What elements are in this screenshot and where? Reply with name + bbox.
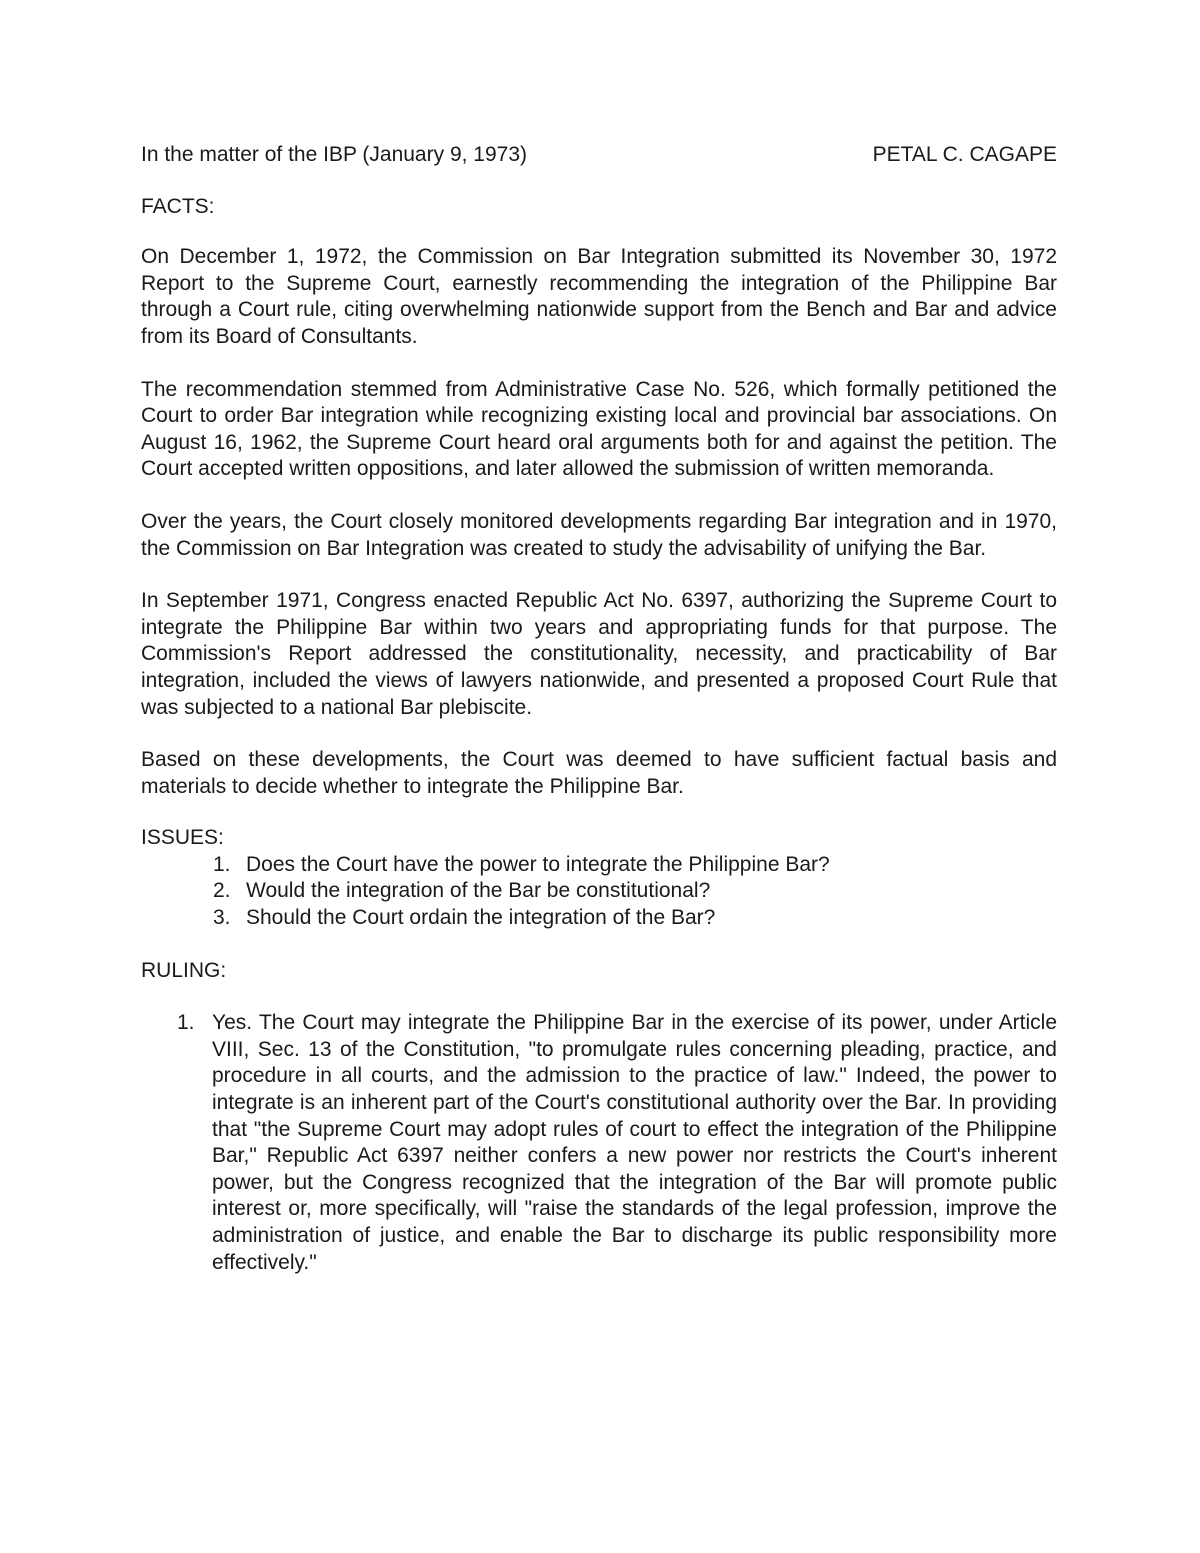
ruling-list [141,1010,1057,1276]
ruling-number: 1. [177,1011,195,1035]
issues-list [141,852,1057,932]
issue-text: Should the Court ordain the integration of the Bar? [246,906,716,930]
facts-paragraph-5: Based on these developments, the Court was deemed to have sufficient factual basis and materials to decide whether to integrate the Philippine Bar. [141,748,1057,798]
ruling-heading: RULING: [141,958,227,982]
ruling-item [141,1010,1057,1276]
facts-paragraph-1: On December 1, 1972, the Commission on Bar Integration submitted its November 30, 1972 Report to the Supreme Court, earnestly recommending the integration of the Philippine Bar through a Court rule, citing overwhelming nationwide support from the Bench and Bar and advice from its Board of Consultants. [141,245,1057,348]
author-name: PETAL C. CAGAPE [872,143,1057,166]
facts-paragraph-3: Over the years, the Court closely monitored developments regarding Bar integration and in 1970, the Commission on Bar Integration was created to study the advisability of unifying the Bar. [141,509,1057,560]
issue-item [141,852,1057,879]
issue-number: 2. [213,879,231,903]
facts-heading: FACTS: [141,194,215,218]
issue-number: 1. [213,852,231,876]
issue-text: Does the Court have the power to integrate the Philippine Bar? [246,852,830,876]
issue-item [141,878,1057,905]
facts-paragraph-4: In September 1971, Congress enacted Republic Act No. 6397, authorizing the Supreme Court to integrate the Philippine Bar within two years and appropriating funds for that purpose. The Commission's Report addressed the constitutionality, necessity, and practicability of Bar integration, included the views of lawyers nationwide, and presented a proposed Court Rule that was subjected to a national Bar plebiscite. [141,589,1057,719]
document-page [141,142,1057,1276]
facts-paragraph-2: The recommendation stemmed from Administrative Case No. 526, which formally petitioned the Court to order Bar integration while recognizing existing local and provincial bar associations. On August 16, 1962, the Supreme Court heard oral arguments both for and against the petition. The Court accepted written oppositions, and later allowed the submission of written memoranda. [141,377,1057,481]
issue-text: Would the integration of the Bar be constitutional? [246,879,711,903]
ruling-text: Yes. The Court may integrate the Philippine Bar in the exercise of its power, under Article VIII, Sec. 13 of the Constitution, "to promulgate rules concerning pleading, practice, and procedure in all courts, and the admission to the practice of law." Indeed, the power to integrate is an inherent part of the Court's constitutional authority over the Bar. In providing that "the Supreme Court may adopt rules of court to effect the integration of the Philippine Bar," Republic Act 6397 neither confers a new power nor restricts the Court's inherent power, but the Congress recognized that the integration of the Bar will promote public interest or, more specifically, will "raise the standards of the legal profession, improve the administration of justice, and enable the Bar to discharge its public responsibility more effectively." [212,1011,1057,1274]
issue-item [141,905,1057,932]
issue-number: 3. [213,906,231,930]
case-title: In the matter of the IBP (January 9, 1973) [141,143,527,166]
document-header [141,142,1057,169]
issues-heading: ISSUES: [141,826,224,850]
